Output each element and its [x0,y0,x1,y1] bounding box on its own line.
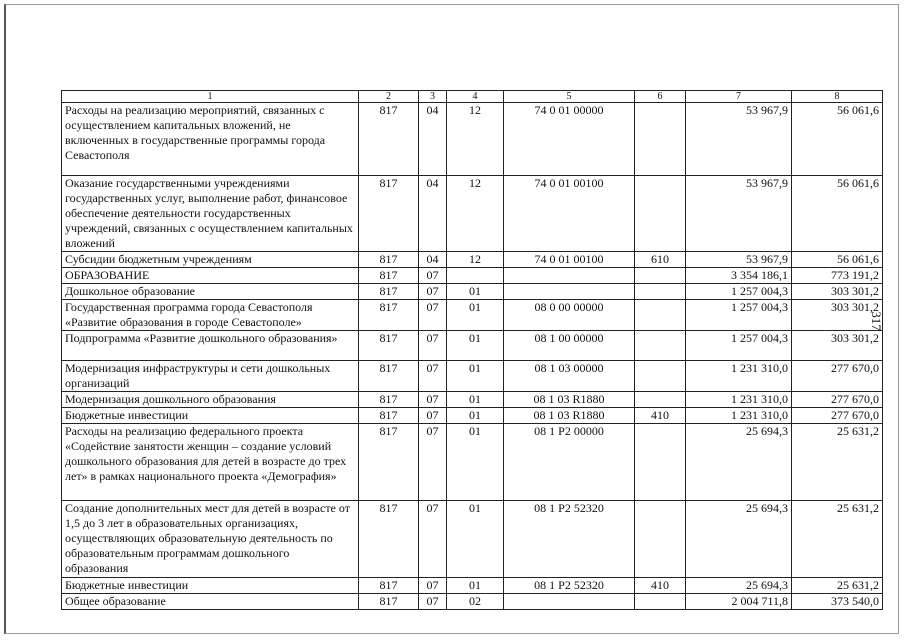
table-cell: 817 [359,103,419,176]
table-row [62,252,883,268]
table-cell [635,361,686,392]
table-row [62,408,883,424]
table-cell: 1 231 310,0 [686,392,792,408]
table-cell: 56 061,6 [792,103,883,176]
table-cell: 01 [447,361,504,392]
table-cell [504,594,635,610]
table-cell: 07 [419,501,447,578]
table-cell: 25 694,3 [686,424,792,501]
table-cell: 08 1 03 00000 [504,361,635,392]
table-cell [635,103,686,176]
table-cell: 817 [359,252,419,268]
table-cell: 07 [419,408,447,424]
table-cell: 02 [447,594,504,610]
table-cell: 04 [419,176,447,252]
table-cell [504,284,635,300]
table-row [62,103,883,176]
table-cell [635,300,686,331]
table-cell: 01 [447,408,504,424]
table-cell [635,501,686,578]
table-cell: 08 1 03 R1880 [504,392,635,408]
table-row [62,501,883,578]
table-cell: 2 004 711,8 [686,594,792,610]
table-cell [635,284,686,300]
table-cell: 07 [419,578,447,594]
table-row [62,594,883,610]
table-cell: 01 [447,284,504,300]
table-cell [635,594,686,610]
table-cell: 303 301,2 [792,300,883,331]
table-cell: Дошкольное образование [62,284,359,300]
table-cell [635,424,686,501]
table-cell: 53 967,9 [686,252,792,268]
table-cell: Расходы на реализацию мероприятий, связанных с осуществлением капитальных вложений, не включенных в государственные программы города Севастополя [62,103,359,176]
table-cell: 1 257 004,3 [686,300,792,331]
table-cell: 3 354 186,1 [686,268,792,284]
table-cell [635,392,686,408]
table-cell: 12 [447,176,504,252]
table-row [62,300,883,331]
table-cell: 04 [419,103,447,176]
budget-table [61,90,883,610]
table-row [62,392,883,408]
table-cell: Оказание государственными учреждениями государственных услуг, выполнение работ, финансовое обеспечение деятельности государственных учреждений, связанных с осуществлением капитальных вложений [62,176,359,252]
table-cell: 04 [419,252,447,268]
table-cell: 08 1 P2 52320 [504,501,635,578]
table-cell: 410 [635,578,686,594]
table-row [62,268,883,284]
table-cell [447,268,504,284]
table-cell: 12 [447,252,504,268]
table-cell: 277 670,0 [792,392,883,408]
table-cell: 817 [359,331,419,361]
table-cell: 07 [419,300,447,331]
table-cell: 817 [359,424,419,501]
table-row [62,284,883,300]
table-cell: 08 0 00 00000 [504,300,635,331]
table-cell: 817 [359,392,419,408]
header-cell: 3 [419,91,447,103]
table-row [62,176,883,252]
table-cell [504,268,635,284]
table-cell: 74 0 01 00100 [504,252,635,268]
table-cell: 373 540,0 [792,594,883,610]
table-cell: Бюджетные инвестиции [62,578,359,594]
header-cell: 2 [359,91,419,103]
table-cell: 07 [419,424,447,501]
table-cell: 01 [447,578,504,594]
table-cell: 56 061,6 [792,252,883,268]
table-cell: Подпрограмма «Развитие дошкольного образования» [62,331,359,361]
table-cell: 25 631,2 [792,424,883,501]
table-cell: 53 967,9 [686,103,792,176]
header-cell: 8 [792,91,883,103]
table-cell: 817 [359,501,419,578]
table-cell: 01 [447,331,504,361]
header-cell: 5 [504,91,635,103]
table-cell: 74 0 01 00000 [504,103,635,176]
table-cell: 07 [419,284,447,300]
header-cell: 4 [447,91,504,103]
table-cell: 07 [419,331,447,361]
table-cell: 817 [359,176,419,252]
table-cell: 53 967,9 [686,176,792,252]
header-cell: 1 [62,91,359,103]
table-cell: ОБРАЗОВАНИЕ [62,268,359,284]
table-cell: 12 [447,103,504,176]
table-cell: 817 [359,284,419,300]
table-cell: 817 [359,361,419,392]
table-cell: 277 670,0 [792,361,883,392]
page-number: 317 [868,311,884,331]
table-row [62,578,883,594]
table-cell: 773 191,2 [792,268,883,284]
table-cell: 25 631,2 [792,578,883,594]
table-cell: 56 061,6 [792,176,883,252]
table-cell: 07 [419,268,447,284]
table-cell: Бюджетные инвестиции [62,408,359,424]
table-cell: 817 [359,408,419,424]
table-cell: 1 257 004,3 [686,331,792,361]
table-row [62,361,883,392]
header-row [62,91,883,103]
table-cell: 74 0 01 00100 [504,176,635,252]
table-cell: Общее образование [62,594,359,610]
table-cell: 08 1 03 R1880 [504,408,635,424]
table-cell: 25 631,2 [792,501,883,578]
table-cell: 610 [635,252,686,268]
table-cell: 01 [447,424,504,501]
table-cell: 1 257 004,3 [686,284,792,300]
table-cell [635,268,686,284]
table-cell: 01 [447,501,504,578]
table-cell: 07 [419,594,447,610]
table-cell: 817 [359,578,419,594]
table-cell: Модернизация дошкольного образования [62,392,359,408]
table-cell: 817 [359,268,419,284]
table-cell: 07 [419,392,447,408]
header-cell: 6 [635,91,686,103]
table-cell: 01 [447,300,504,331]
table-cell: 08 1 P2 52320 [504,578,635,594]
table-cell [635,331,686,361]
table-cell: 07 [419,361,447,392]
table-cell: Модернизация инфраструктуры и сети дошкольных организаций [62,361,359,392]
table-cell: 1 231 310,0 [686,361,792,392]
table-cell: 1 231 310,0 [686,408,792,424]
table-cell: 817 [359,300,419,331]
table-cell: 08 1 00 00000 [504,331,635,361]
table-cell: 25 694,3 [686,578,792,594]
table-cell: Субсидии бюджетным учреждениям [62,252,359,268]
table-cell: 277 670,0 [792,408,883,424]
table-cell: 08 1 P2 00000 [504,424,635,501]
table-cell: Государственная программа города Севастополя «Развитие образования в городе Севастополе» [62,300,359,331]
table-cell: 303 301,2 [792,331,883,361]
table-row [62,331,883,361]
table-cell: 817 [359,594,419,610]
table-cell [635,176,686,252]
table-cell: Создание дополнительных мест для детей в возрасте от 1,5 до 3 лет в образовательных организациях, осуществляющих образовательную деятельность по образовательным программам дошкольного образования [62,501,359,578]
table-cell: 01 [447,392,504,408]
header-cell: 7 [686,91,792,103]
table-row [62,424,883,501]
table-cell: Расходы на реализацию федерального проекта «Содействие занятости женщин – создание условий дошкольного образования для детей в возрасте до трех лет» в рамках национального проекта «Демография» [62,424,359,501]
table-cell: 410 [635,408,686,424]
table-cell: 25 694,3 [686,501,792,578]
table-cell: 303 301,2 [792,284,883,300]
